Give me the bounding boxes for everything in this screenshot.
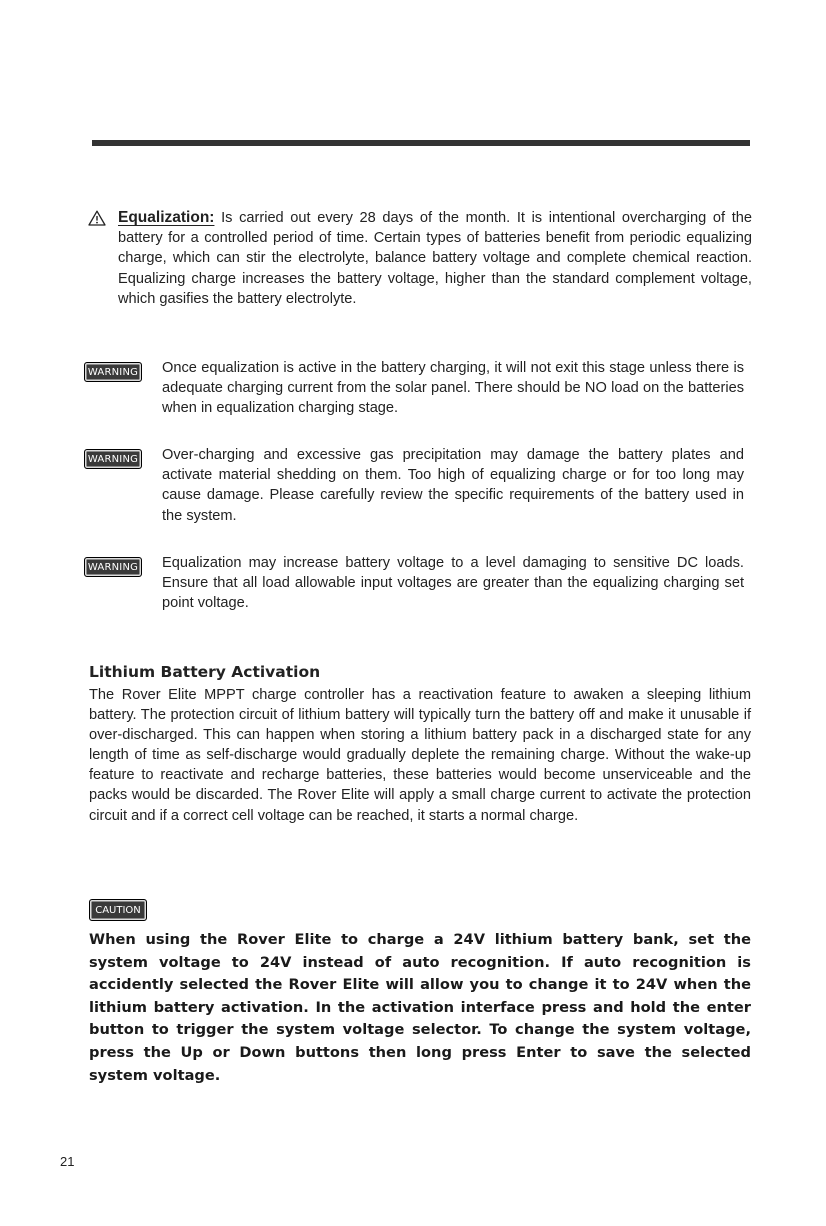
header-rule [92,140,750,146]
warning-badge: WARNING [84,362,142,382]
warning-text: Once equalization is active in the battery charging, it will not exit this stage unless there is adequate charging current from the solar panel. There should be NO load on the batteries when in equalization charging stage. [162,360,744,417]
warning-block [84,445,744,526]
warning-triangle-icon [88,210,106,226]
page-number: 21 [60,1154,75,1169]
warning-badge: WARNING [84,557,142,577]
equalization-label: Equalization: [118,209,215,226]
warning-badge: WARNING [84,449,142,469]
warning-block [84,553,744,614]
caution-text: When using the Rover Elite to charge a 24V lithium battery bank, set the system voltage to 24V instead of auto recognition. If auto recognition is accidently selected the Rover Elite will allow you to change it to 24V when the lithium battery activation. In the activation interface press and hold the enter button to trigger the system voltage selector. To change the system voltage, press the Up or Down buttons then long press Enter to save the selected system voltage. [89,931,751,1084]
caution-badge: CAUTION [89,899,147,921]
section-title: Lithium Battery Activation [89,663,321,681]
warning-text: Over-charging and excessive gas precipitation may damage the battery plates and activate material shedding on them. Too high of equalizing charge or for too long may cause damage. Please carefully review the specific requirements of the battery used in the system. [162,447,744,524]
warning-block [84,358,744,419]
section-body: The Rover Elite MPPT charge controller has a reactivation feature to awaken a sleeping lithium battery. The protection circuit of lithium battery will typically turn the battery off and make it unusable if over-discharged. This can happen when storing a lithium battery pack in a discharged state for any length of time as self-discharge would gradually deplete the remaining charge. Without the wake-up feature to reactivate and recharge batteries, these batteries would become unserviceable and the packs would be discarded. The Rover Elite will apply a small charge current to activate the protection circuit and if a correct cell voltage can be reached, it starts a normal charge. [89,687,751,824]
equalization-paragraph [88,208,752,309]
warning-text: Equalization may increase battery voltage to a level damaging to sensitive DC loads. Ensure that all load allowable input voltages are greater than the equalizing charging set point voltage. [162,555,744,612]
equalization-text: Is carried out every 28 days of the month. It is intentional overcharging of the battery for a controlled period of time. Certain types of batteries benefit from periodic equalizing charge, which can stir the electrolyte, balance battery voltage and complete chemical reaction. Equalizing charge increases the battery voltage, higher than the standard complement voltage, which gasifies the battery electrolyte. [118,210,752,307]
